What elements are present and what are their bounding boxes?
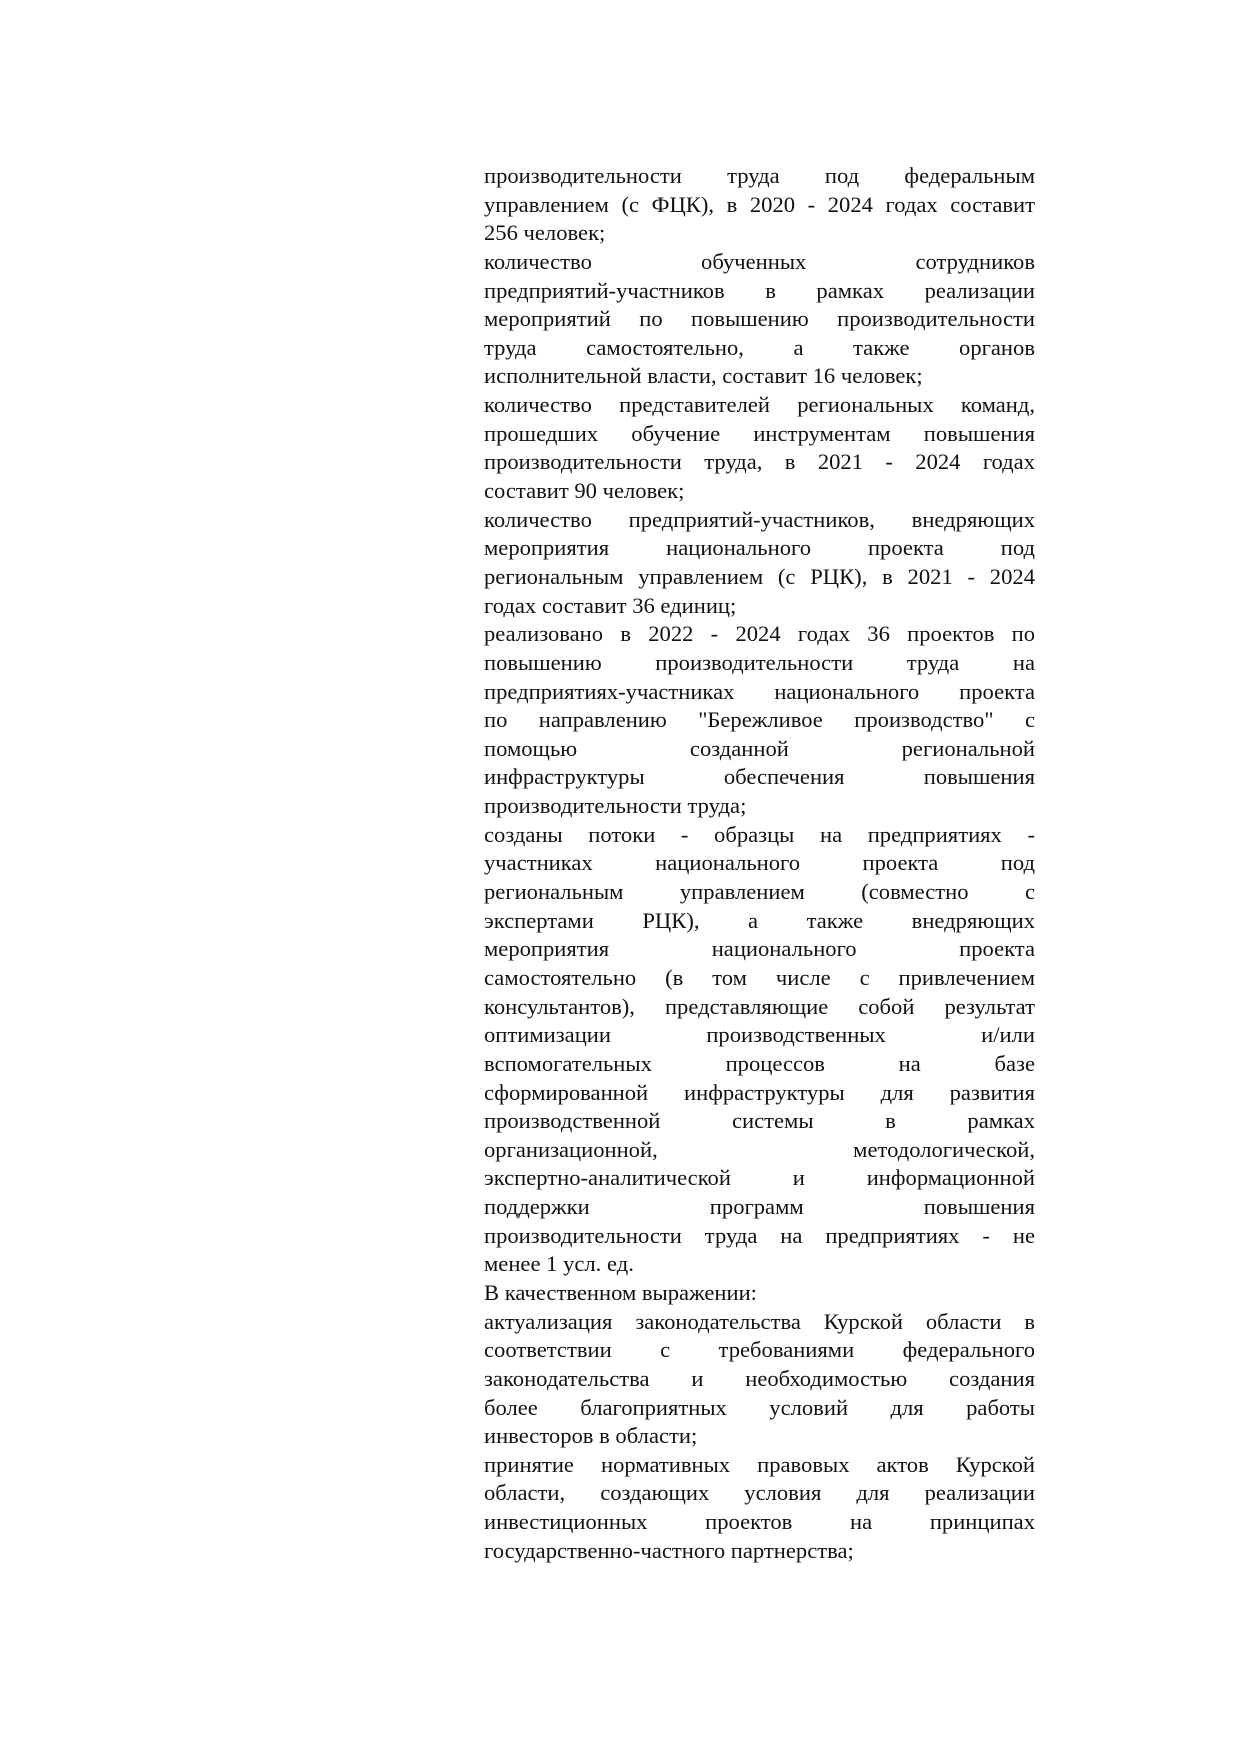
text-line: области, создающих условия для реализации	[484, 1480, 1035, 1506]
text-line: принятие нормативных правовых актов Курской	[484, 1451, 1035, 1477]
text-line: региональным управлением (совместно с	[484, 879, 1035, 905]
text-line: организационной, методологической,	[484, 1136, 1035, 1162]
text-line: 256 человек;	[484, 220, 606, 246]
text-line: мероприятия национального проекта под	[484, 535, 1035, 561]
text-line: составит 90 человек;	[484, 478, 685, 504]
text-line: законодательства и необходимостью создания	[484, 1365, 1035, 1391]
text-line: вспомогательных процессов на базе	[484, 1050, 1035, 1076]
text-line: консультантов), представляющие собой результат	[484, 993, 1035, 1019]
section-heading-qualitative	[484, 1279, 1035, 1308]
paragraph-federal-management-count	[484, 162, 1035, 248]
text-line: государственно-частного партнерства;	[484, 1537, 854, 1563]
text-line: количество предприятий-участников, внедряющих	[484, 506, 1035, 532]
paragraph-legislation-update	[484, 1308, 1035, 1451]
text-line: поддержки программ повышения	[484, 1194, 1035, 1220]
text-line: более благоприятных условий для работы	[484, 1394, 1035, 1420]
text-line: участниках национального проекта под	[484, 850, 1035, 876]
text-line: исполнительной власти, составит 16 человек;	[484, 363, 923, 389]
text-line: производительности труда, в 2021 - 2024 годах	[484, 449, 1035, 475]
text-line: экспертно-аналитической и информационной	[484, 1165, 1035, 1191]
text-line: инвесторов в области;	[484, 1423, 698, 1449]
text-line: оптимизации производственных и/или	[484, 1022, 1035, 1048]
text-line: региональным управлением (с РЦК), в 2021 - 2024	[484, 563, 1035, 589]
paragraph-ppp-regulations	[484, 1451, 1035, 1566]
text-line: инфраструктуры обеспечения повышения	[484, 764, 1035, 790]
text-line: количество представителей региональных команд,	[484, 392, 1035, 418]
text-line: производительности труда;	[484, 793, 747, 819]
text-line: прошедших обучение инструментам повышения	[484, 420, 1035, 446]
text-line: производительности труда под федеральным	[484, 163, 1035, 188]
text-line: инвестиционных проектов на принципах	[484, 1509, 1035, 1535]
document-page	[484, 162, 1035, 1565]
text-line: производительности труда на предприятиях - не	[484, 1222, 1035, 1248]
text-line: мероприятия национального проекта	[484, 936, 1035, 962]
paragraph-sample-flows	[484, 821, 1035, 1279]
text-line: соответствии с требованиями федерального	[484, 1337, 1035, 1363]
text-line: сформированной инфраструктуры для развития	[484, 1079, 1035, 1105]
text-line: актуализация законодательства Курской области в	[484, 1308, 1035, 1334]
text-line: экспертами РЦК), а также внедряющих	[484, 907, 1035, 933]
text-line: производственной системы в рамках	[484, 1108, 1035, 1134]
text-line: предприятиях-участниках национального проекта	[484, 678, 1035, 704]
text-line: менее 1 усл. ед.	[484, 1251, 634, 1277]
paragraph-regional-teams-count	[484, 391, 1035, 506]
paragraph-trained-employees-count	[484, 248, 1035, 391]
text-line: предприятий-участников в рамках реализации	[484, 277, 1035, 303]
text-line: количество обученных сотрудников	[484, 248, 1035, 274]
text-line: по направлению "Бережливое производство" с	[484, 707, 1035, 733]
text-line: созданы потоки - образцы на предприятиях -	[484, 821, 1035, 847]
text-line: годах составит 36 единиц;	[484, 592, 737, 618]
text-line: реализовано в 2022 - 2024 годах 36 проектов по	[484, 621, 1035, 647]
text-line: помощью созданной региональной	[484, 735, 1035, 761]
paragraph-participant-enterprises-count	[484, 506, 1035, 621]
paragraph-lean-projects-count	[484, 620, 1035, 820]
text-line: В качественном выражении:	[484, 1279, 757, 1305]
text-line: самостоятельно (в том числе с привлечением	[484, 964, 1035, 990]
text-line: управлением (с ФЦК), в 2020 - 2024 годах составит	[484, 191, 1035, 217]
text-line: труда самостоятельно, а также органов	[484, 334, 1035, 360]
text-line: повышению производительности труда на	[484, 649, 1035, 675]
text-line: мероприятий по повышению производительности	[484, 306, 1035, 332]
